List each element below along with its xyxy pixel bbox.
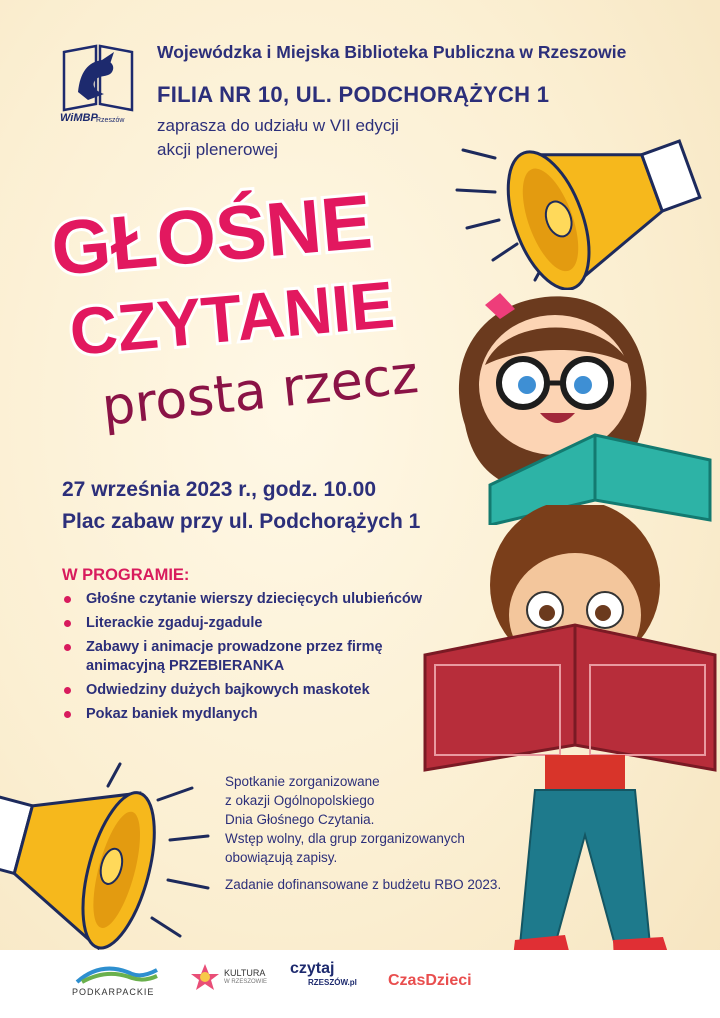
event-title xyxy=(44,185,444,445)
czytaj-rzeszow-logo: czytaj RZESZÓW.pl xyxy=(290,960,357,987)
logo-text: WiMBP xyxy=(60,112,98,124)
bullet-icon xyxy=(64,711,71,718)
megaphone-top-illustration xyxy=(455,110,720,290)
event-note: Spotkanie zorganizowane z okazji Ogólnopolskiego Dnia Głośnego Czytania. Wstęp wolny, dla grup zorganizowanych obowiązują zapisy. Zadanie dofinansowane z budżetu RBO 2023. xyxy=(225,772,545,894)
czasdzieci-logo: CzasDzieci xyxy=(388,972,472,989)
kultura-logo: KULTURA W RZESZOWIE xyxy=(190,962,220,995)
title-line-1: GŁOŚNE xyxy=(48,185,376,292)
program-item: Pokaz baniek mydlanych xyxy=(62,705,462,724)
program-heading: W PROGRAMIE: xyxy=(62,566,190,584)
invite-line-2: akcji plenerowej xyxy=(157,140,278,159)
library-name: Wojewódzka i Miejska Biblioteka Publiczna w Rzeszowie xyxy=(157,42,627,62)
funding-note: Zadanie dofinansowane z budżetu RBO 2023. xyxy=(225,877,502,892)
program-item: Głośne czytanie wierszy dziecięcych ulubieńców xyxy=(62,590,462,609)
event-place: Plac zabaw przy ul. Podchorążych 1 xyxy=(62,510,421,533)
sponsor-strip xyxy=(0,950,720,1018)
megaphone-bottom-illustration xyxy=(0,750,225,950)
library-logo xyxy=(58,42,138,132)
bullet-icon xyxy=(64,644,71,651)
girl-reading-illustration xyxy=(445,285,720,525)
bullet-icon xyxy=(64,596,71,603)
program-list xyxy=(62,590,462,729)
program-item: Odwiedziny dużych bajkowych maskotek xyxy=(62,681,462,700)
branch-address: FILIA NR 10, UL. PODCHORĄŻYCH 1 xyxy=(157,82,550,107)
bullet-icon xyxy=(64,687,71,694)
bullet-icon xyxy=(64,620,71,627)
podkarpackie-logo: PODKARPACKIE xyxy=(72,962,172,997)
program-item: Zabawy i animacje prowadzone przez firmę animacyjną PRZEBIERANKA xyxy=(62,638,426,676)
boy-reading-illustration xyxy=(415,505,720,1005)
title-line-2: CZYTANIE xyxy=(66,266,398,369)
title-line-3: prosta rzecz xyxy=(99,345,422,438)
invite-line: zaprasza do udziału w VII edycji xyxy=(157,116,399,135)
event-date: 27 września 2023 r., godz. 10.00 xyxy=(62,478,377,501)
program-item: Literackie zgaduj-zgadule xyxy=(62,614,462,633)
logo-subtext: Rzeszów xyxy=(96,117,125,124)
